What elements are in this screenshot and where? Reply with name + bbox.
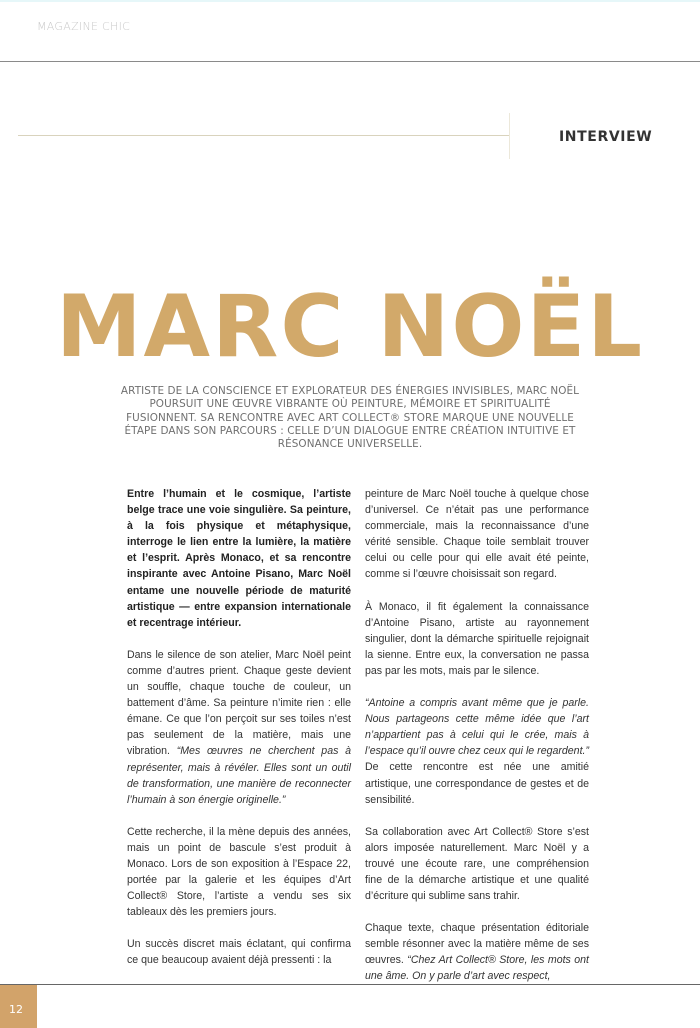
- paragraph-text: Dans le silence de son atelier, Marc Noël peint comme d’autres prient. Chaque geste devient un souffle, chaque touche de couleur, un battement d’âme. Sa peinture n’imite rien : elle émane. Ce que l’on perçoit sur ses toiles n’est pas seulement de la matière, mais une vibration.: [127, 648, 351, 758]
- paragraph: Sa collaboration avec Art Collect® Store s’est alors imposée naturellement. Marc Noël y a trouvé une écoute rare, une compréhension fine de la démarche artistique et une qualité d’écriture qui sublime sans trahir.: [365, 825, 589, 903]
- article-column-2: [365, 486, 589, 1001]
- paragraph: [365, 695, 589, 808]
- paragraph: Cette recherche, il la mène depuis des années, mais un point de bascule s’est produit à Monaco. Lors de son exposition à l’Espace 22, portée par la galerie et les équipes d’Art Collect® Store, l’artiste a vendu ses six tableaux dès les premiers jours.: [127, 825, 351, 919]
- footer-divider: [0, 984, 700, 985]
- article-subtitle: ARTISTE DE LA CONSCIENCE ET EXPLORATEUR DES ÉNERGIES INVISIBLES, MARC NOËL POURSUIT UNE ŒUVRE VIBRANTE OÙ PEINTURE, MÉMOIRE ET SPIRITUALITÉ FUSIONNENT. SA RENCONTRE AVEC ART COLLECT® STORE MARQUE UNE NOUVELLE ÉTAPE DANS SON PARCOURS : CELLE D’UN DIALOGUE ENTRE CRÉATION INTUITIVE ET RÉSONANCE UNIVERSELLE.: [120, 385, 580, 451]
- paragraph: peinture de Marc Noël touche à quelque chose d’universel. Ce n’était pas une performance commerciale, mais la reconnaissance d’une vérité sensible. Chaque toile semblait trouver celui ou celle pour qui elle avait été peinte, comme si l’œuvre choisissait son regard.: [365, 488, 589, 581]
- header-divider: [0, 61, 700, 62]
- paragraph-text: De cette rencontre est née une amitié artistique, une correspondance de gestes et de sensibilité.: [365, 761, 589, 806]
- paragraph-text: Chaque texte, chaque présentation éditoriale semble résonner avec la matière même de ses œuvres.: [365, 922, 589, 967]
- section-rule-vertical: [509, 113, 510, 159]
- quote: “Antoine a compris avant même que je parle. Nous partageons cette même idée que l’art n’appartient pas à celui qui le crée, mais à l’espace qu’il ouvre chez ceux qui le regardent.”: [365, 697, 589, 758]
- lead-paragraph: Entre l’humain et le cosmique, l’artiste belge trace une voie singulière. Sa peinture, à la fois physique et métaphysique, interroge le lien entre la lumière, la matière et l’esprit. Après Monaco, et sa rencontre inspirante avec Antoine Pisano, Marc Noël entame une nouvelle période de maturité artistique — entre expansion internationale et recentrage intérieur.: [127, 488, 351, 629]
- quote: “Chez Art Collect® Store, les mots ont une âme. On y parle d’art avec respect,: [365, 954, 589, 983]
- magazine-name: MAGAZINE CHIC: [37, 20, 131, 33]
- page-number: 12: [9, 1003, 23, 1016]
- paragraph: Un succès discret mais éclatant, qui confirma ce que beaucoup avaient déjà pressenti : la: [127, 938, 351, 967]
- section-rule: [18, 135, 510, 136]
- section-label: INTERVIEW: [559, 129, 653, 145]
- top-edge-bar: [0, 0, 700, 2]
- paragraph: À Monaco, il fit également la connaissance d’Antoine Pisano, artiste au rayonnement singulier, dont la démarche spirituelle rejoignait la sienne. Entre eux, la conversation ne passa pas par les mots, mais par le silence.: [365, 600, 589, 677]
- quote: “Mes œuvres ne cherchent pas à représenter, mais à révéler. Elles sont un outil de transformation, une manière de reconnecter l’humain à son énergie originelle.”: [127, 745, 351, 806]
- paragraph: [365, 920, 589, 984]
- article-title: MARC NOËL: [55, 277, 645, 377]
- paragraph: [127, 647, 351, 808]
- article-column-1: [127, 486, 351, 985]
